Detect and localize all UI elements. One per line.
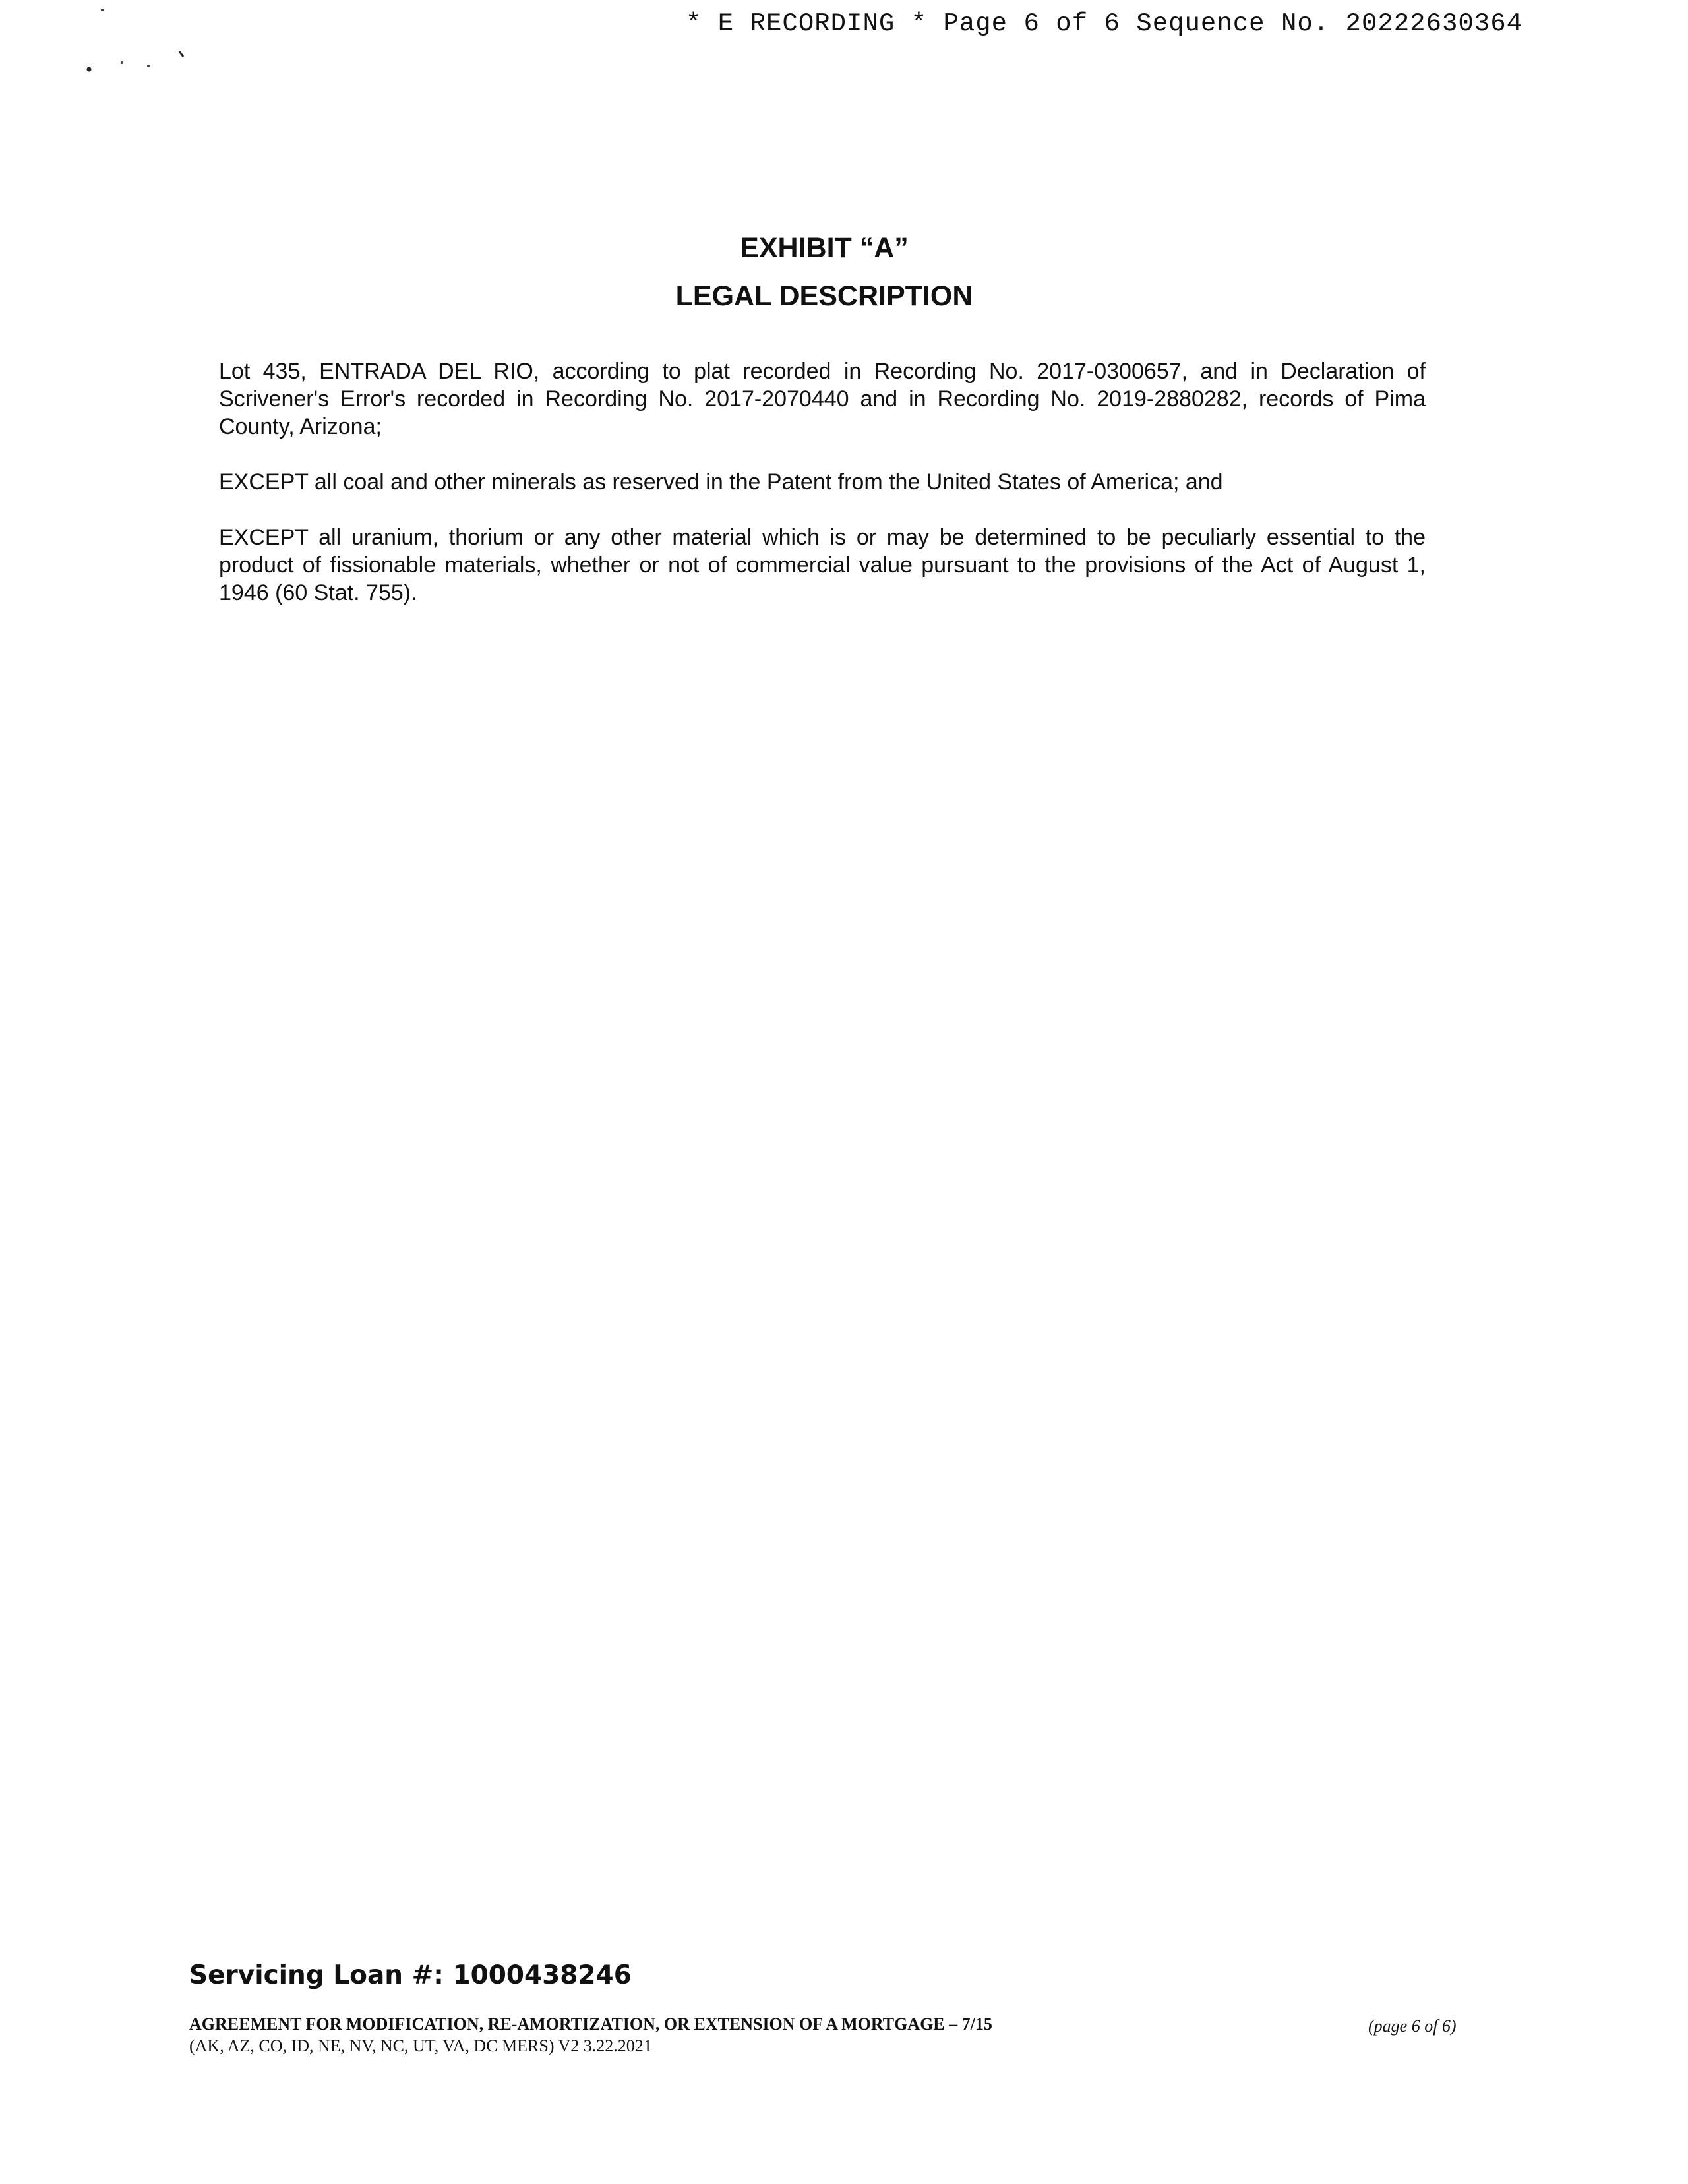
legal-description-body xyxy=(219,357,1426,634)
scan-speck xyxy=(179,51,183,57)
legal-description-paragraph: EXCEPT all uranium, thorium or any other material which is or may be determined to be peculiarly essential to the product of fissionable materials, whether or not of commercial value pursuant to the provisions of the Act of August 1, 1946 (60 Stat. 755). xyxy=(219,525,1426,605)
scan-speck xyxy=(101,9,104,11)
scan-speck xyxy=(87,67,92,72)
page-indicator: (page 6 of 6) xyxy=(1368,2017,1457,2036)
exhibit-subtitle: LEGAL DESCRIPTION xyxy=(675,280,973,312)
legal-description-paragraph: EXCEPT all coal and other minerals as reserved in the Patent from the United States of America; and xyxy=(219,470,1223,495)
agreement-states-line: (AK, AZ, CO, ID, NE, NV, NC, UT, VA, DC MERS) V2 3.22.2021 xyxy=(189,2036,652,2055)
scan-speck xyxy=(147,65,150,67)
agreement-title: AGREEMENT FOR MODIFICATION, RE-AMORTIZATION, OR EXTENSION OF A MORTGAGE – 7/15 xyxy=(189,2015,992,2034)
scan-speck xyxy=(121,61,123,64)
recording-stamp: * E RECORDING * Page 6 of 6 Sequence No. 20222630364 xyxy=(686,9,1522,38)
servicing-loan-number: Servicing Loan #: 1000438246 xyxy=(189,1960,632,1990)
legal-description-paragraph: Lot 435, ENTRADA DEL RIO, according to plat recorded in Recording No. 2017-0300657, and in Declaration of Scrivener's Error's recorded in Recording No. 2017-2070440 and in Recording No. 2019-2880282, records of Pima County, Arizona; xyxy=(219,359,1426,439)
exhibit-title: EXHIBIT “A” xyxy=(740,232,909,264)
